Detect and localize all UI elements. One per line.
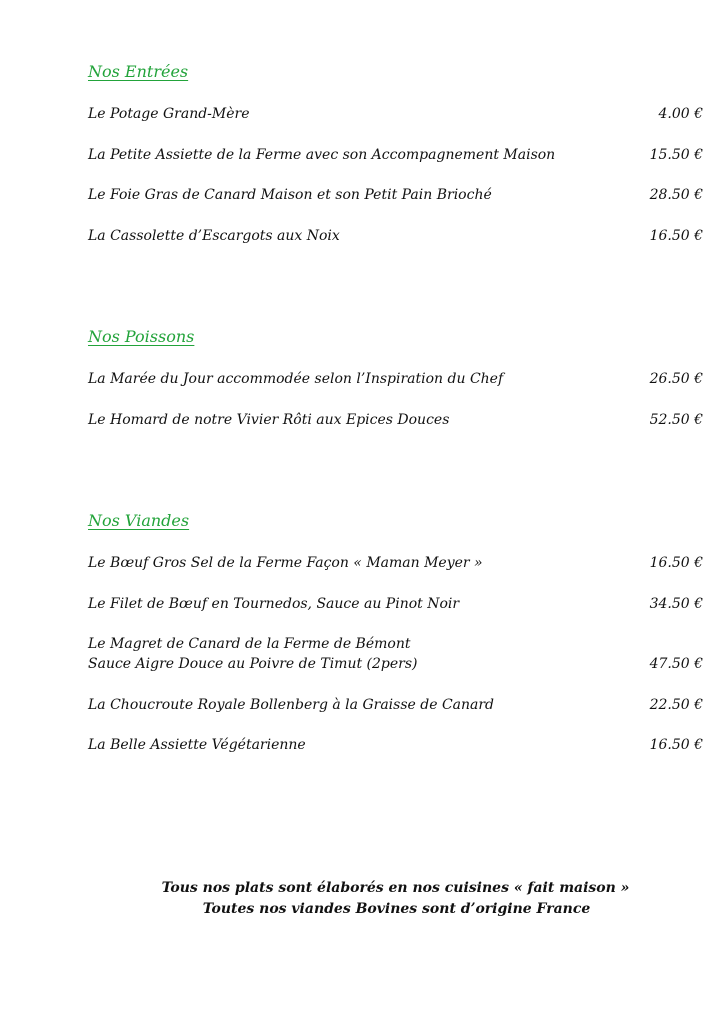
menu-item-price: 26.50 €: [649, 371, 703, 387]
menu-item-price: 47.50 €: [649, 656, 703, 672]
menu-item: [88, 594, 703, 614]
menu-item-name: La Marée du Jour accommodée selon l’Inspiration du Chef: [88, 371, 504, 387]
menu-item-price: 16.50 €: [649, 228, 703, 244]
menu-item: [88, 410, 703, 430]
menu-item-name: Le Foie Gras de Canard Maison et son Petit Pain Brioché: [88, 187, 492, 203]
menu-item-price: 4.00 €: [658, 106, 703, 122]
menu-item-price: 16.50 €: [649, 737, 703, 753]
menu-item-name: La Choucroute Royale Bollenberg à la Graisse de Canard: [88, 697, 495, 713]
menu-item-name: La Cassolette d’Escargots aux Noix: [88, 228, 340, 244]
menu-item: [88, 735, 703, 755]
footer-line-origine: Toutes nos viandes Bovines sont d’origine France: [202, 901, 591, 917]
footer-line-fait-maison: Tous nos plats sont élaborés en nos cuisines « fait maison »: [161, 880, 630, 896]
section-title-viandes: Nos Viandes: [88, 511, 190, 530]
menu-item-name: Le Magret de Canard de la Ferme de Bémont Sauce Aigre Douce au Poivre de Timut (2pers): [88, 636, 418, 672]
menu-item: [88, 695, 703, 715]
menu-item-price: 28.50 €: [649, 187, 703, 203]
menu-footer: [0, 878, 725, 920]
menu-item-name: Le Filet de Bœuf en Tournedos, Sauce au Pinot Noir: [88, 596, 460, 612]
menu-item: [88, 226, 703, 246]
menu-item: [88, 553, 703, 573]
menu-item-price: 34.50 €: [649, 596, 703, 612]
menu-item-name: La Petite Assiette de la Ferme avec son Accompagnement Maison: [88, 147, 556, 163]
menu-item-price: 22.50 €: [649, 697, 703, 713]
menu-item-price: 16.50 €: [649, 555, 703, 571]
menu-item: [88, 369, 703, 389]
menu-item: [88, 104, 703, 124]
menu-item: [88, 634, 703, 674]
menu-item: [88, 185, 703, 205]
menu-item-price: 15.50 €: [649, 147, 703, 163]
menu-item: [88, 145, 703, 165]
menu-item-name: Le Homard de notre Vivier Rôti aux Epices Douces: [88, 412, 450, 428]
section-title-poissons: Nos Poissons: [88, 327, 195, 346]
menu-item-name: La Belle Assiette Végétarienne: [88, 737, 306, 753]
menu-item-name: Le Potage Grand-Mère: [88, 106, 250, 122]
menu-item-name: Le Bœuf Gros Sel de la Ferme Façon « Maman Meyer »: [88, 555, 483, 571]
section-title-entrees: Nos Entrées: [88, 62, 189, 81]
menu-item-price: 52.50 €: [649, 412, 703, 428]
